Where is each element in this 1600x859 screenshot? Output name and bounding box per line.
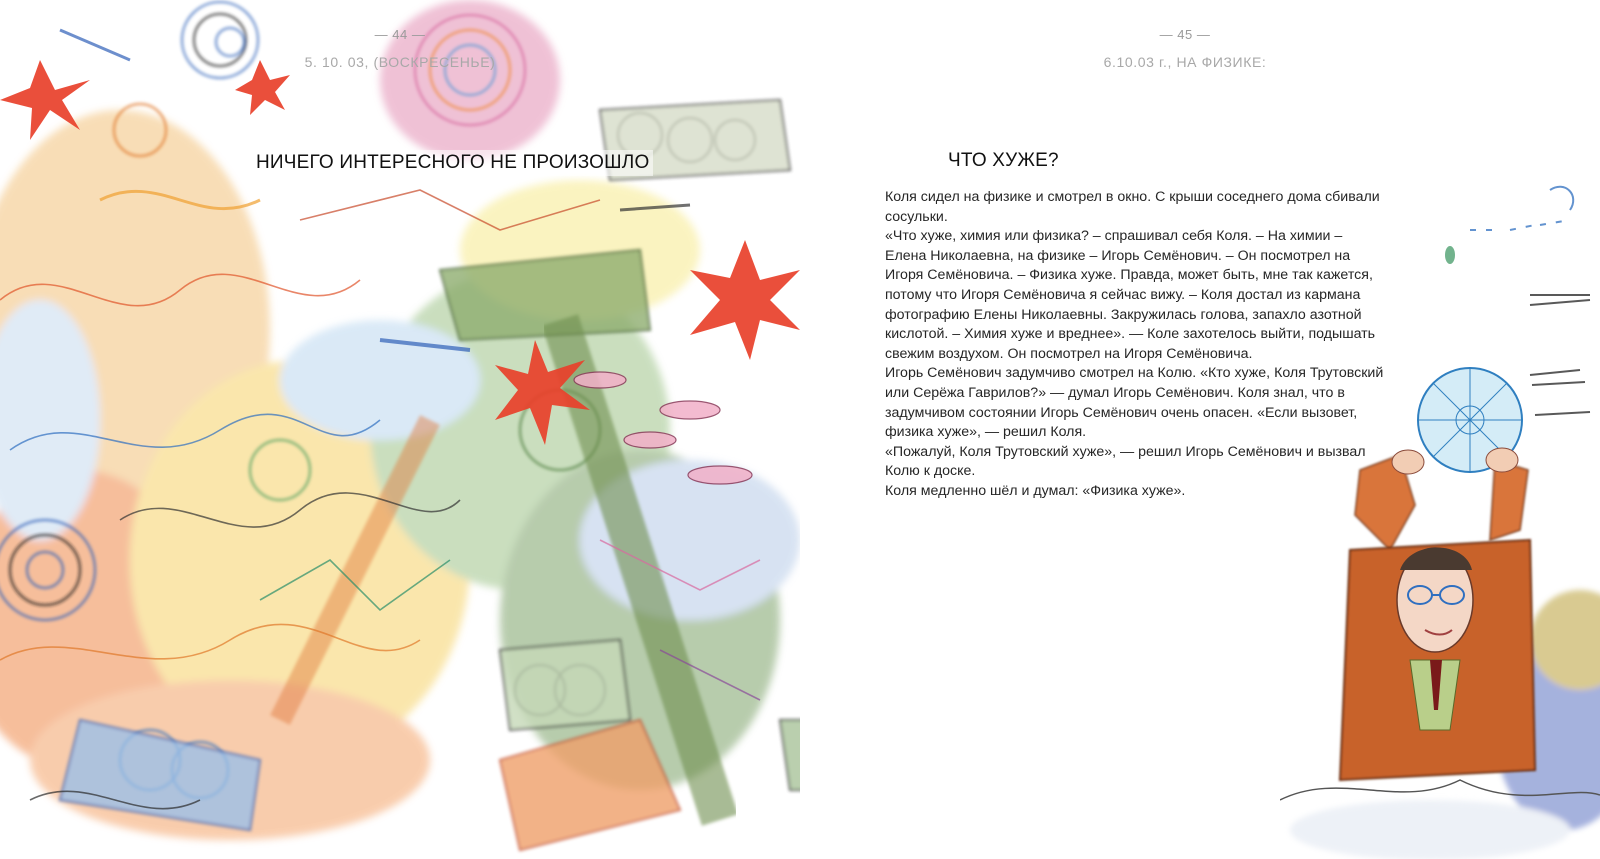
story-paragraph: Игорь Семёнович задумчиво смотрел на Колю. «Кто хуже, Коля Трутовский или Серёжа Гаврилов?» — думал Игорь Семёнович. Коля знал, что в задумчивом состоянии Игорь Семёнович очень опасен. «Если вызовет, физика хуже», — решил Коля.: [885, 365, 1384, 441]
story-paragraph: Коля сидел на физике и смотрел в окно. С крыши соседнего дома сбивали сосульки.: [885, 189, 1380, 225]
page-number-left: — 44 —: [374, 27, 426, 42]
dateline-left: 5. 10. 03, (ВОСКРЕСЕНЬЕ): [304, 54, 496, 70]
right-page: [800, 0, 1600, 859]
page-number-right: — 45 —: [1159, 27, 1211, 42]
teacher-illustration: [1280, 170, 1600, 859]
story-paragraph: «Пожалуй, Коля Трутовский хуже», — решил Игорь Семёнович и вызвал Колю к доске.: [885, 443, 1366, 480]
headline-right: ЧТО ХУЖЕ?: [948, 150, 1059, 171]
story-paragraph: «Что хуже, химия или физика? – спрашивал себя Коля. – На химии – Елена Николаевна, на физике – Игорь Семёнович. – Он посмотрел на Игоря Семёновича. – Физика хуже. Правда, может быть, мне так кажется, потому что Игоря Семёновича я сейчас вижу. – Коля достал из кармана фотографию Елены Николаевны. Закружилась голова, запахло азотной кислотой. – Химия хуже и вреднее». — Коле захотелось выйти, подышать свежим воздухом. Он посмотрел на Игоря Семёновича.: [885, 228, 1376, 362]
dateline-right: 6.10.03 г., НА ФИЗИКЕ:: [1103, 54, 1267, 70]
headline-left: НИЧЕГО ИНТЕРЕСНОГО НЕ ПРОИЗОШЛО: [252, 150, 653, 176]
story-paragraph: Коля медленно шёл и думал: «Физика хуже».: [885, 482, 1186, 499]
